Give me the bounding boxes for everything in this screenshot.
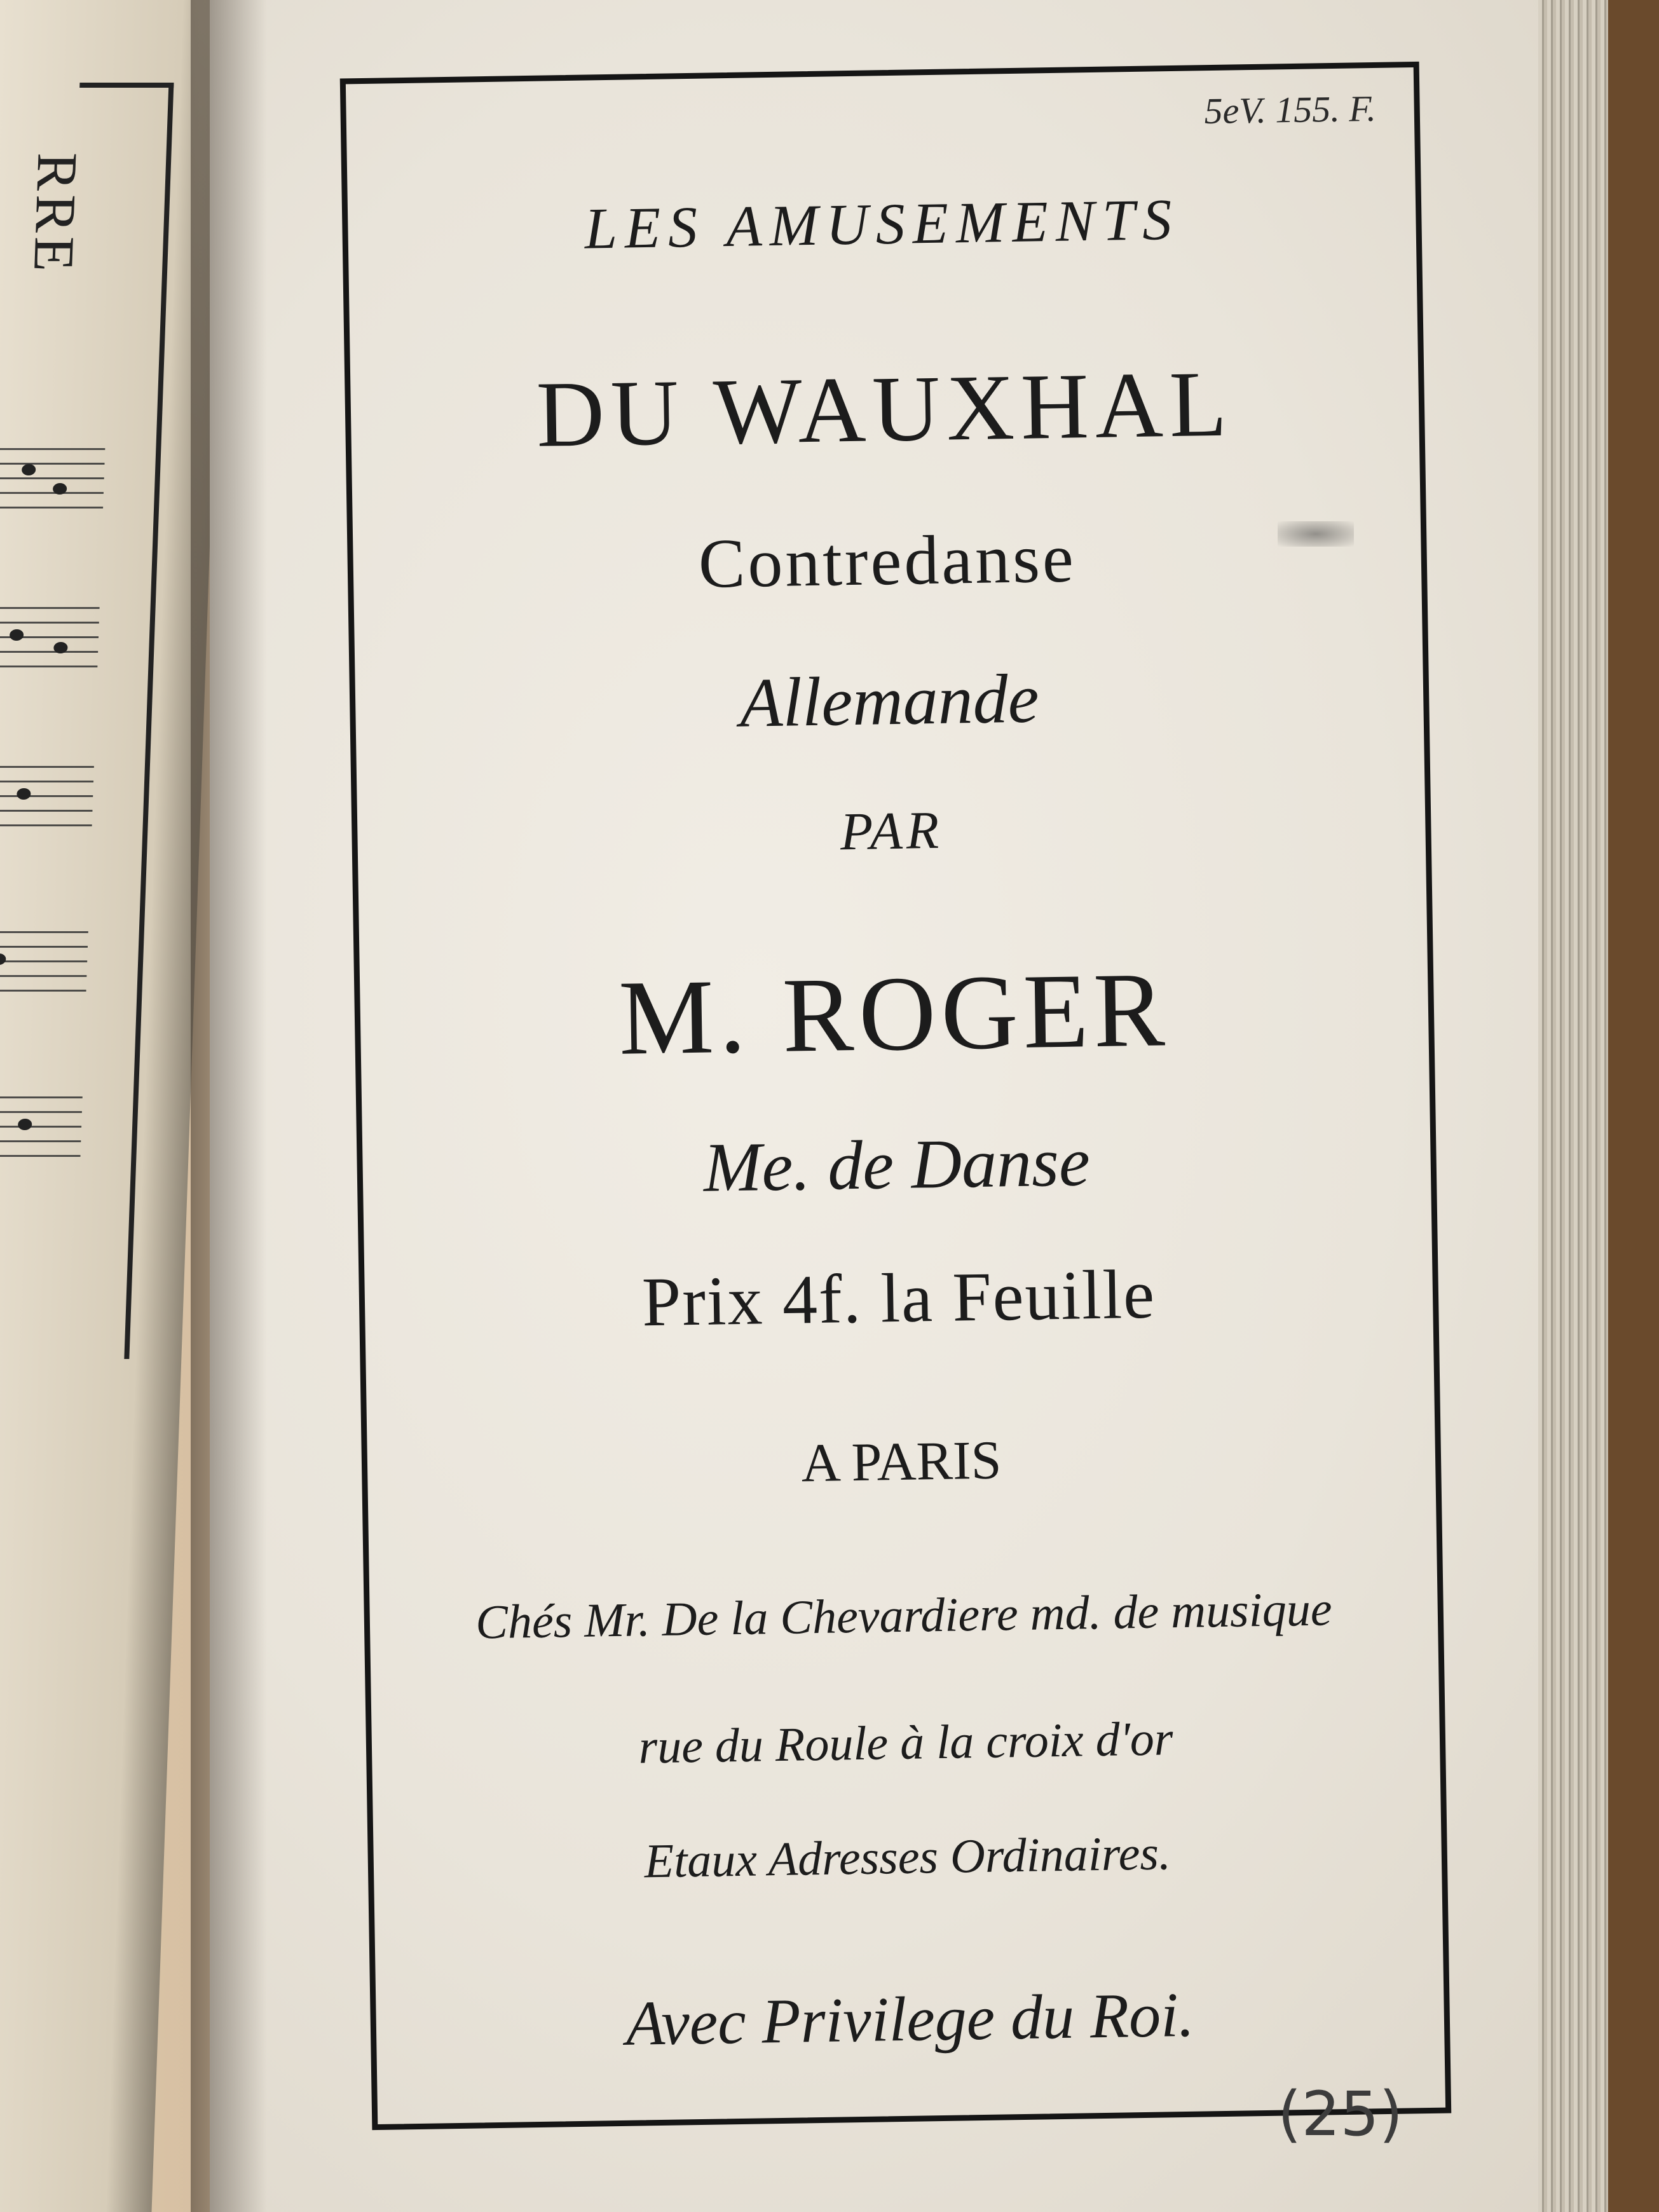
by-line: PAR xyxy=(840,800,943,862)
title-frame xyxy=(340,62,1451,2130)
price-line: Prix 4f. la Feuille xyxy=(641,1255,1156,1341)
page-edges xyxy=(1538,0,1615,2212)
left-page-heading: RRE xyxy=(21,153,89,276)
book-cover-edge xyxy=(1608,0,1659,2212)
right-page xyxy=(210,0,1576,2212)
publisher-line: Chés Mr. De la Chevardiere md. de musique xyxy=(475,1582,1333,1649)
gutter-shadow xyxy=(191,0,267,2212)
title-line-amusements: LES AMUSEMENTS xyxy=(584,186,1180,261)
music-staff xyxy=(0,928,88,1004)
author-title: Me. de Danse xyxy=(702,1123,1091,1206)
addresses-line: Etaux Adresses Ordinaires. xyxy=(644,1826,1171,1888)
address-line: rue du Roule à la croix d'or xyxy=(638,1712,1174,1774)
music-staff xyxy=(0,1093,83,1170)
ink-smudge xyxy=(1278,521,1354,547)
music-staff xyxy=(0,763,94,839)
place-line: A PARIS xyxy=(800,1429,1002,1494)
page-number: (25) xyxy=(1278,2079,1403,2150)
subtitle-contredanse: Contredanse xyxy=(697,519,1077,603)
music-staff xyxy=(0,604,100,680)
music-staff xyxy=(0,445,106,521)
title-line-wauxhal: DU WAUXHAL xyxy=(535,352,1234,467)
privilege-line: Avec Privilege du Roi. xyxy=(625,1979,1195,2059)
catalog-mark: 5eV. 155. F. xyxy=(1204,87,1377,132)
author-name: M. ROGER xyxy=(618,950,1171,1077)
subtitle-allemande: Allemande xyxy=(739,659,1040,742)
